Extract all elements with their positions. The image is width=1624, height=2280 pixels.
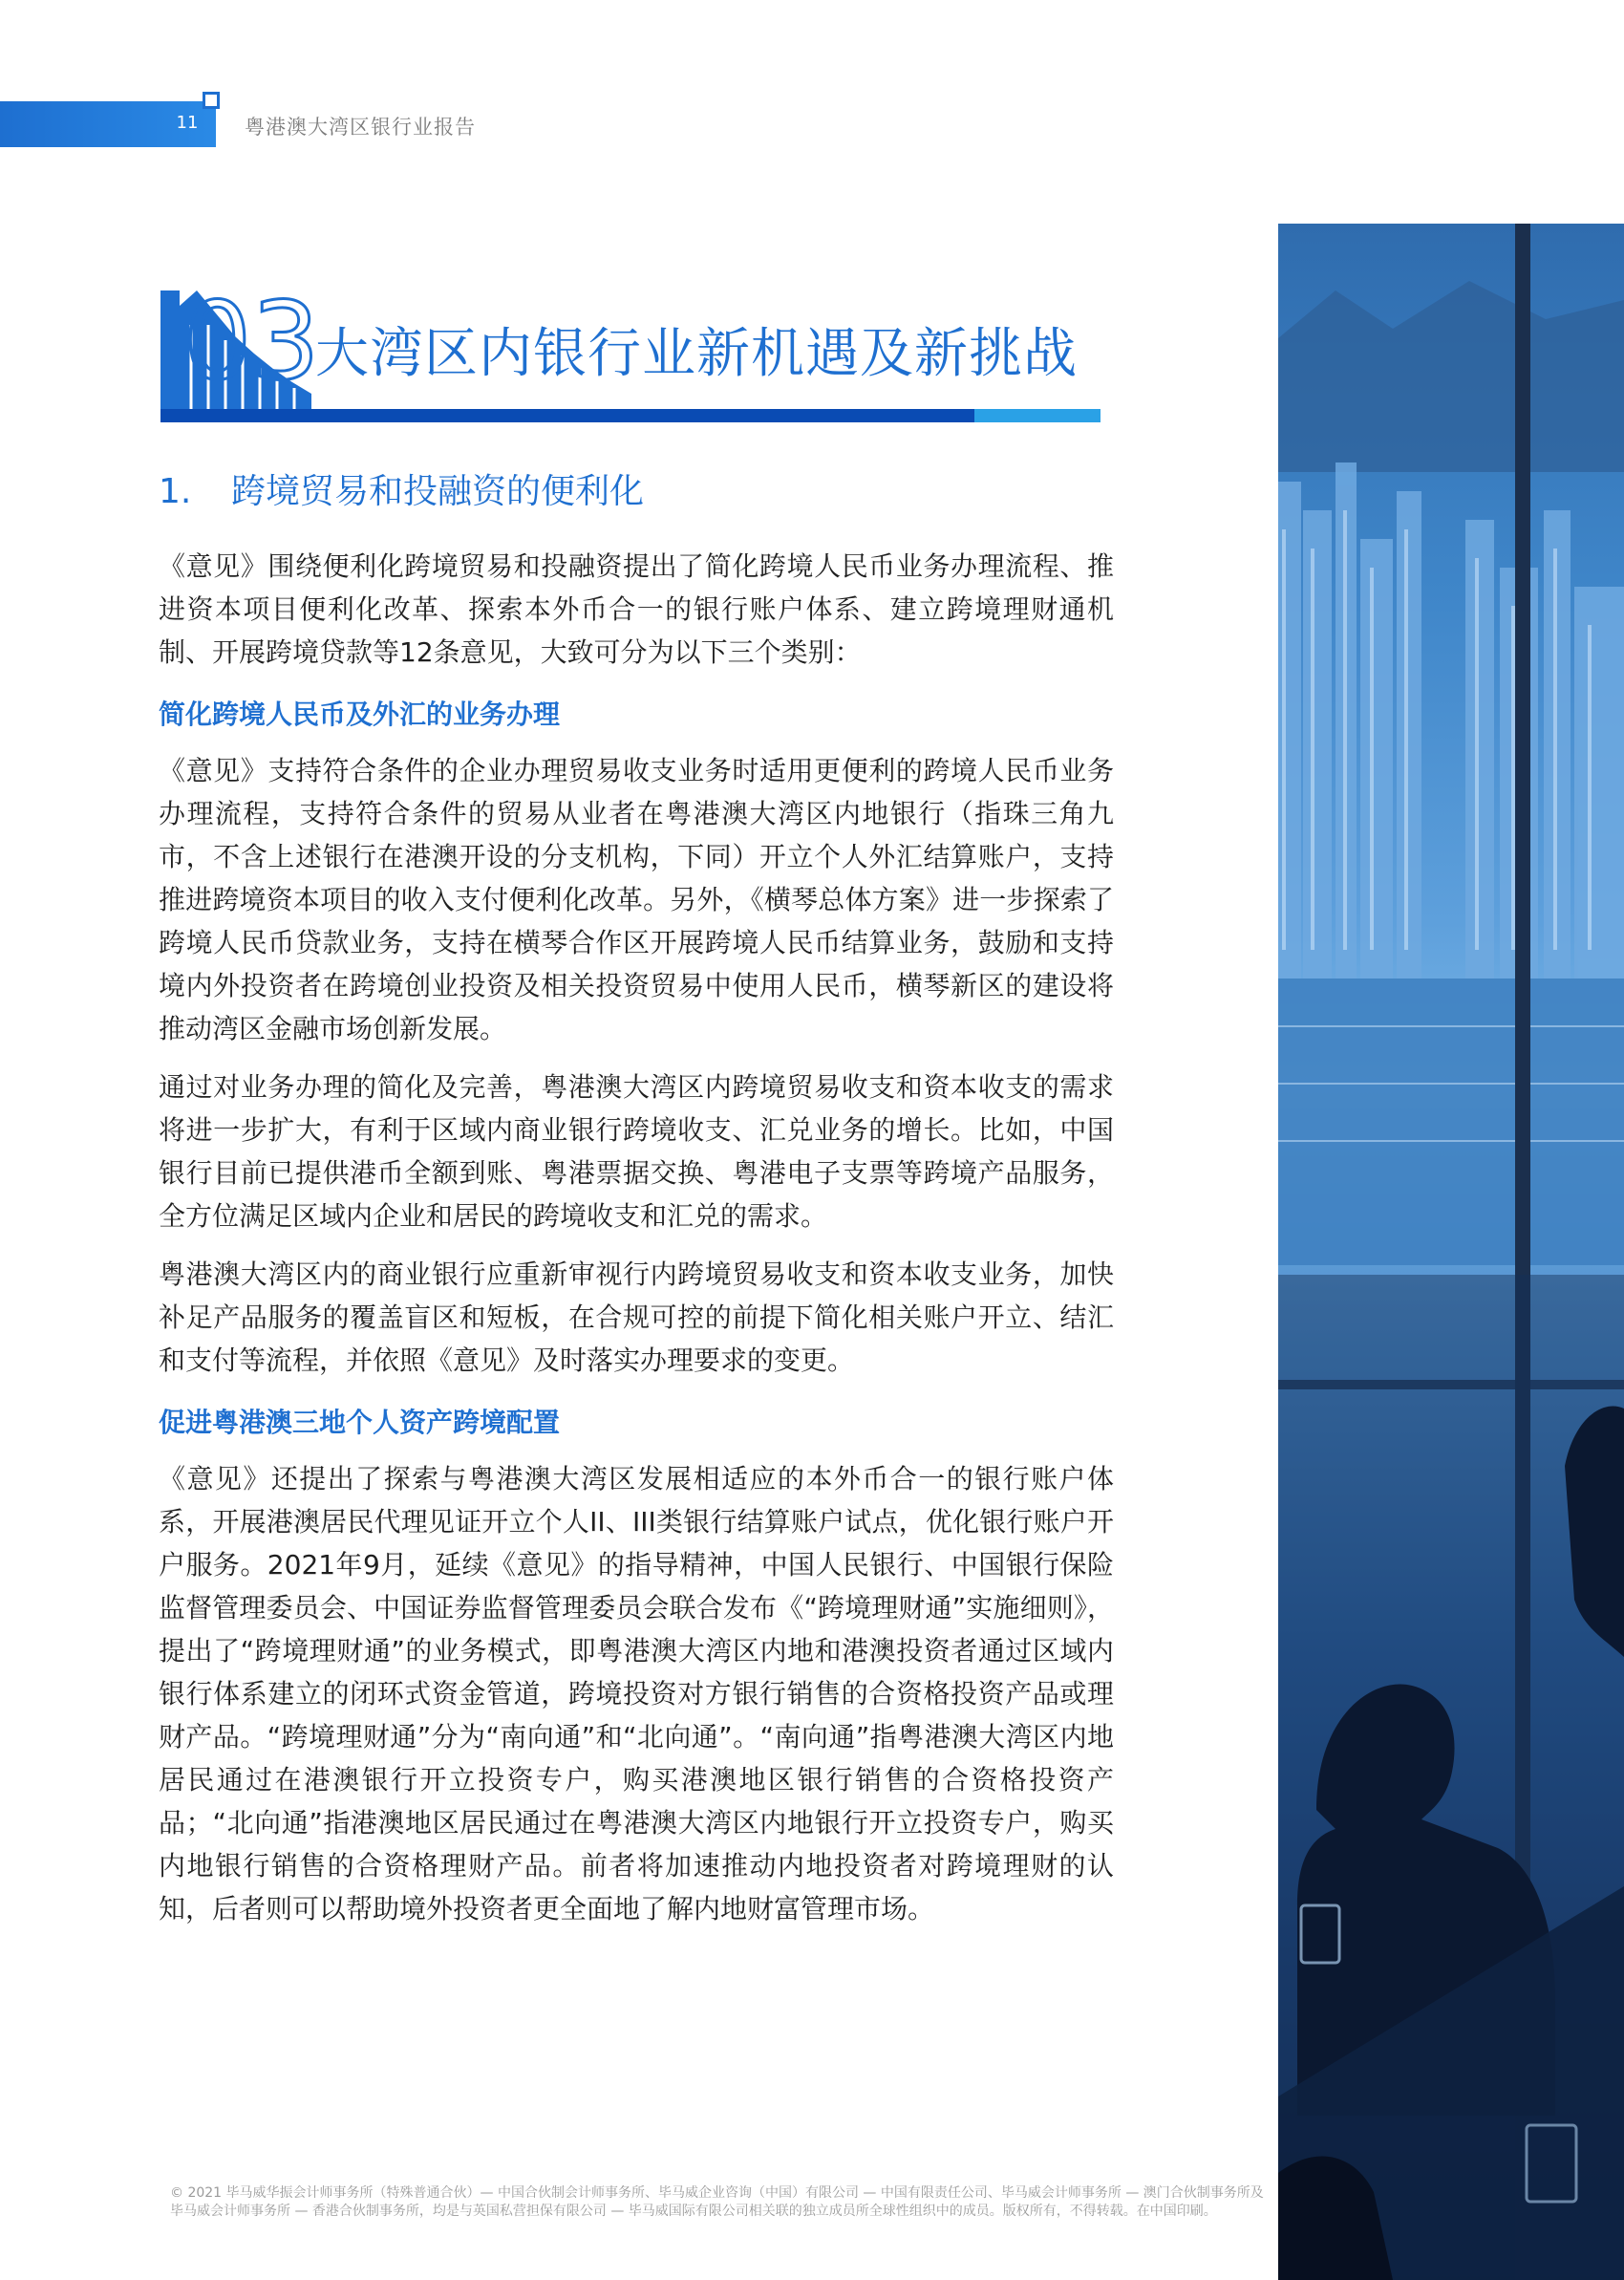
section-rule-accent [974, 409, 1100, 422]
page-number: 11 [176, 113, 199, 133]
report-title: 粤港澳大湾区银行业报告 [245, 116, 476, 139]
paragraph-simplification: 通过对业务办理的简化及完善，粤港澳大湾区内跨境贸易收支和资本收支的需求将进一步扩大，有利于区域内商业银行跨境收支、汇兑业务的增长。比如，中国银行目前已提供港币全额到账、粤港票据交换、粤港电子支票等跨境产品服务，全方位满足区域内企业和居民的跨境收支和汇兑的需求。 [159, 1071, 1114, 1232]
subsection-number: 1. [159, 472, 192, 511]
subsection-title [159, 464, 644, 513]
section-rule [160, 409, 974, 422]
body-text [159, 545, 1114, 1946]
copyright-footer [170, 2184, 1469, 2221]
section-number: 03 [183, 287, 320, 404]
header-corner-mark [203, 92, 220, 109]
paragraph-bank-review: 粤港澳大湾区内的商业银行应重新审视行内跨境贸易收支和资本收支业务，加快补足产品服务的覆盖盲区和短板，在合规可控的前提下简化相关账户开立、结汇和支付等流程，并依照《意见》及时落实办理要求的变更。 [159, 1258, 1114, 1376]
heading-personal-assets: 促进粤港澳三地个人资产跨境配置 [159, 1407, 561, 1438]
intro-paragraph: 《意见》围绕便利化跨境贸易和投融资提出了简化跨境人民币业务办理流程、推进资本项目便利化改革、探索本外币合一的银行账户体系、建立跨境理财通机制、开展跨境贷款等12条意见，大致可分为以下三个类别： [159, 550, 1114, 668]
subsection-label: 跨境贸易和投融资的便利化 [231, 472, 645, 511]
business-meeting-skyline-photo [1278, 224, 1624, 2280]
footer-line-1: © 2021 毕马威华振会计师事务所（特殊普通合伙）— 中国合伙制会计师事务所、毕马威企业咨询（中国）有限公司 — 中国有限责任公司、毕马威会计师事务所 — 澳门合伙制事务所及 [170, 2185, 1264, 2201]
section-number-graphic [159, 287, 321, 411]
paragraph-wealth-connect: 《意见》还提出了探索与粤港澳大湾区发展相适应的本外币合一的银行账户体系，开展港澳居民代理见证开立个人II、III类银行结算账户试点，优化银行账户开户服务。2021年9月，延续《意见》的指导精神，中国人民银行、中国银行保险监督管理委员会、中国证券监督管理委员会联合发布《“跨境理财通”实施细则》，提出了“跨境理财通”的业务模式，即粤港澳大湾区内地和港澳投资者通过区域内银行体系建立的闭环式资金管道，跨境投资对方银行销售的合资格投资产品或理财产品。“跨境理财通”分为“南向通”和“北向通”。“南向通”指粤港澳大湾区内地居民通过在港澳银行开立投资专户，购买港澳地区银行销售的合资格投资产品；“北向通”指港澳地区居民通过在粤港澳大湾区内地银行开立投资专户，购买内地银行销售的合资格理财产品。前者将加速推动内地投资者对跨境理财的认知，后者则可以帮助境外投资者更全面地了解内地财富管理市场。 [159, 1463, 1114, 1925]
paragraph-rmb-business: 《意见》支持符合条件的企业办理贸易收支业务时适用更便利的跨境人民币业务办理流程，支持符合条件的贸易从业者在粤港澳大湾区内地银行（指珠三角九市，不含上述银行在港澳开设的分支机构，下同）开立个人外汇结算账户，支持推进跨境资本项目的收入支付便利化改革。另外，《横琴总体方案》进一步探索了跨境人民币贷款业务，支持在横琴合作区开展跨境人民币结算业务，鼓励和支持境内外投资者在跨境创业投资及相关投资贸易中使用人民币，横琴新区的建设将推动湾区金融市场创新发展。 [159, 755, 1114, 1044]
section-title: 大湾区内银行业新机遇及新挑战 [315, 323, 1078, 385]
heading-cross-border-rmb: 简化跨境人民币及外汇的业务办理 [159, 699, 561, 730]
footer-line-2: 毕马威会计师事务所 — 香港合伙制事务所，均是与英国私营担保有限公司 — 毕马威国际有限公司相关联的独立成员所全球性组织中的成员。版权所有，不得转载。在中国印刷。 [170, 2204, 1217, 2219]
